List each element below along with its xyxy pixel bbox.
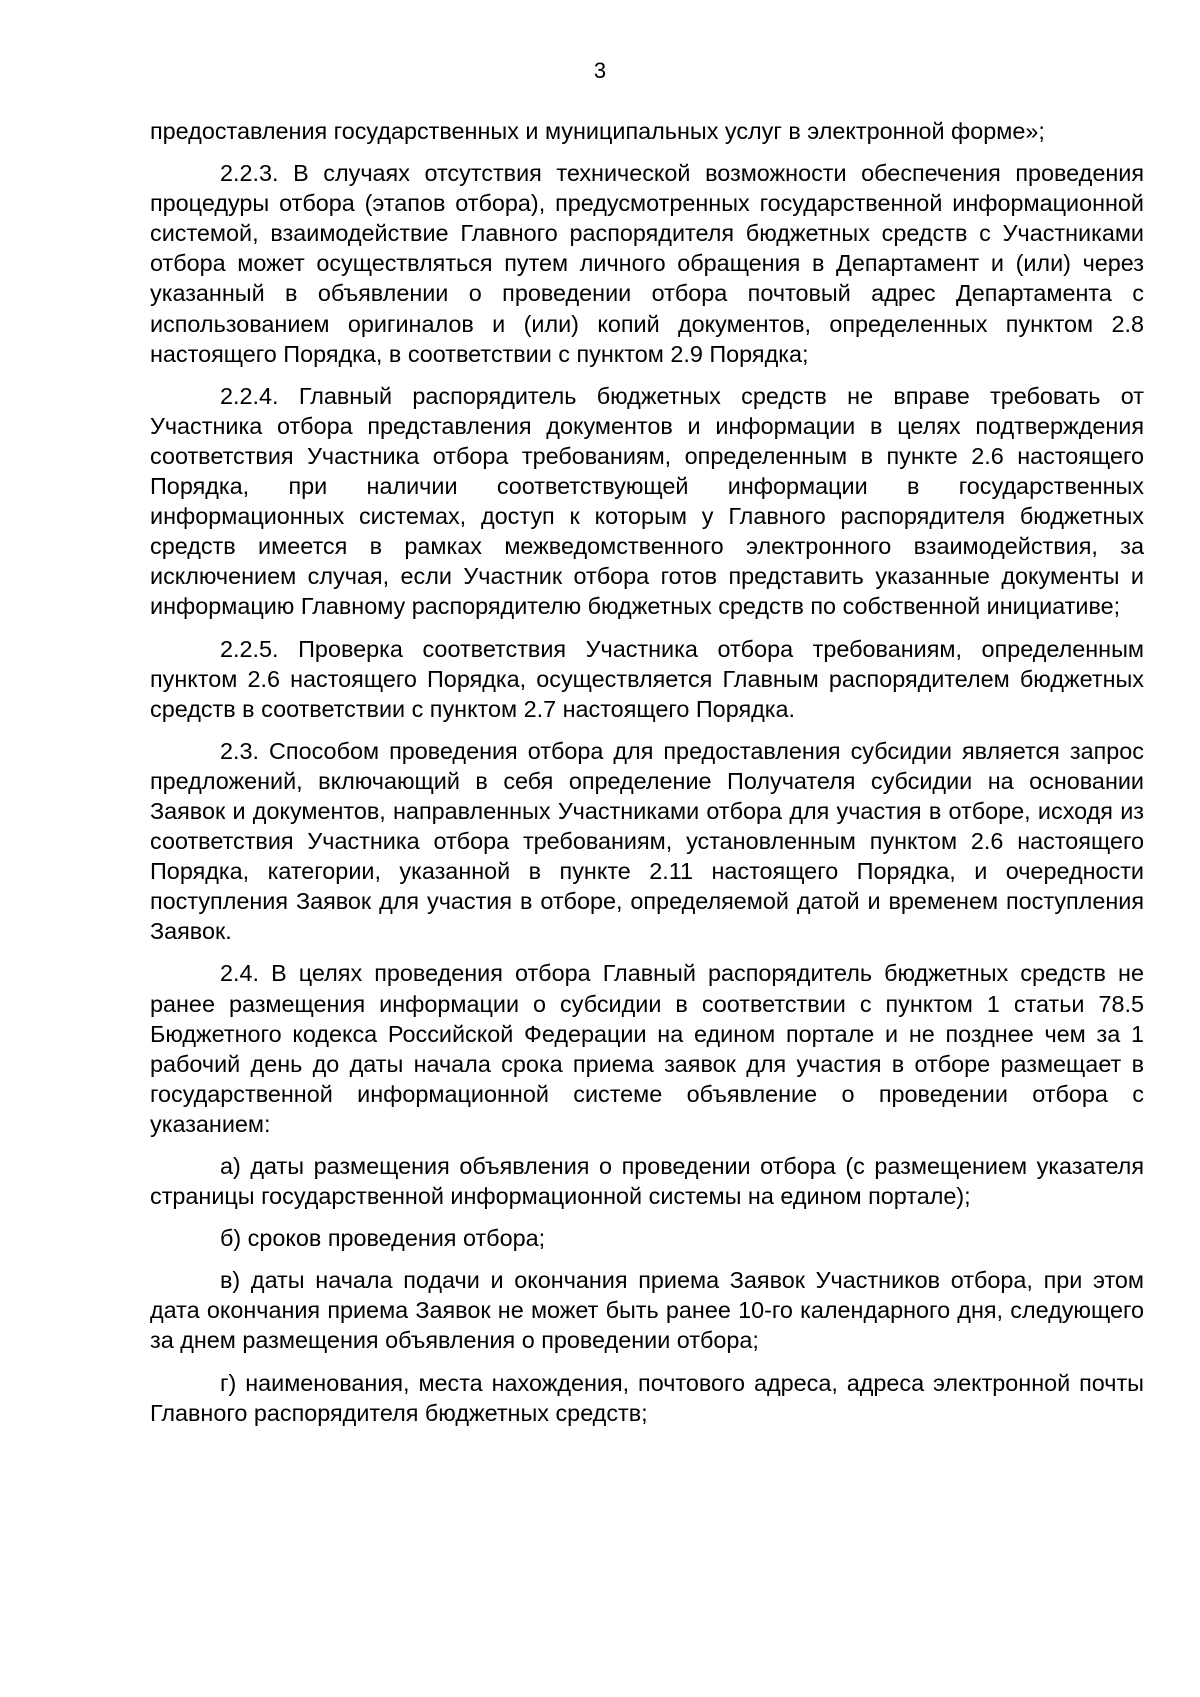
list-item-b: б) сроков проведения отбора; xyxy=(220,1225,546,1252)
paragraph-2-2-5: 2.2.5. Проверка соответствия Участника отбора требованиям, определенным пунктом 2.6 настоящего Порядка, осуществляется Главным распорядителем бюджетных средств в соответствии с пунктом 2.7 настоящего Порядка. xyxy=(150,635,1144,722)
paragraph-2-3: 2.3. Способом проведения отбора для предоставления субсидии является запрос предложений, включающий в себя определение Получателя субсидии на основании Заявок и документов, направленных Участниками отбора для участия в отборе, исходя из соответствия Участника отбора требованиям, установленным пунктом 2.6 настоящего Порядка, категории, указанной в пункте 2.11 настоящего Порядка, и очередности поступления Заявок для участия в отборе, определяемой датой и временем поступления Заявок. xyxy=(150,737,1144,945)
paragraph-2-2-4: 2.2.4. Главный распорядитель бюджетных средств не вправе требовать от Участника отбора представления документов и информации в целях подтверждения соответствия Участника отбора требованиям, определенным в пункте 2.6 настоящего Порядка, при наличии соответствующей информации в государственных информационных системах, доступ к которым у Главного распорядителя бюджетных средств имеется в рамках межведомственного электронного взаимодействия, за исключением случая, если Участник отбора готов представить указанные документы и информацию Главному распорядителю бюджетных средств по собственной инициативе; xyxy=(150,382,1144,620)
list-item-a: а) даты размещения объявления о проведении отбора (с размещением указателя страницы государственной информационной системы на едином портале); xyxy=(150,1153,1144,1210)
paragraph-2-2-3: 2.2.3. В случаях отсутствия технической возможности обеспечения проведения процедуры отбора (этапов отбора), предусмотренных государственной информационной системой, взаимодействие Главного распорядителя бюджетных средств с Участниками отбора может осуществляться путем личного обращения в Департамент и (или) через указанный в объявлении о проведении отбора почтовый адрес Департамента с использованием оригиналов и (или) копий документов, определенных пунктом 2.8 настоящего Порядка, в соответствии с пунктом 2.9 Порядка; xyxy=(150,160,1144,367)
list-item-g: г) наименования, места нахождения, почтового адреса, адреса электронной почты Главного распорядителя бюджетных средств; xyxy=(150,1369,1144,1426)
paragraph-2-4: 2.4. В целях проведения отбора Главный распорядитель бюджетных средств не ранее размещения информации о субсидии в соответствии с пунктом 1 статьи 78.5 Бюджетного кодекса Российской Федерации на едином портале и не позднее чем за 1 рабочий день до даты начала срока приема заявок для участия в отборе размещает в государственной информационной системе объявление о проведении отбора с указанием: xyxy=(150,960,1144,1137)
document-body xyxy=(150,116,1144,1440)
list-item-v: в) даты начала подачи и окончания приема Заявок Участников отбора, при этом дата окончания приема Заявок не может быть ранее 10-го календарного дня, следующего за днем размещения объявления о проведении отбора; xyxy=(150,1267,1144,1354)
page-number: 3 xyxy=(593,58,607,83)
paragraph-continuation: предоставления государственных и муниципальных услуг в электронной форме»; xyxy=(150,118,1045,144)
